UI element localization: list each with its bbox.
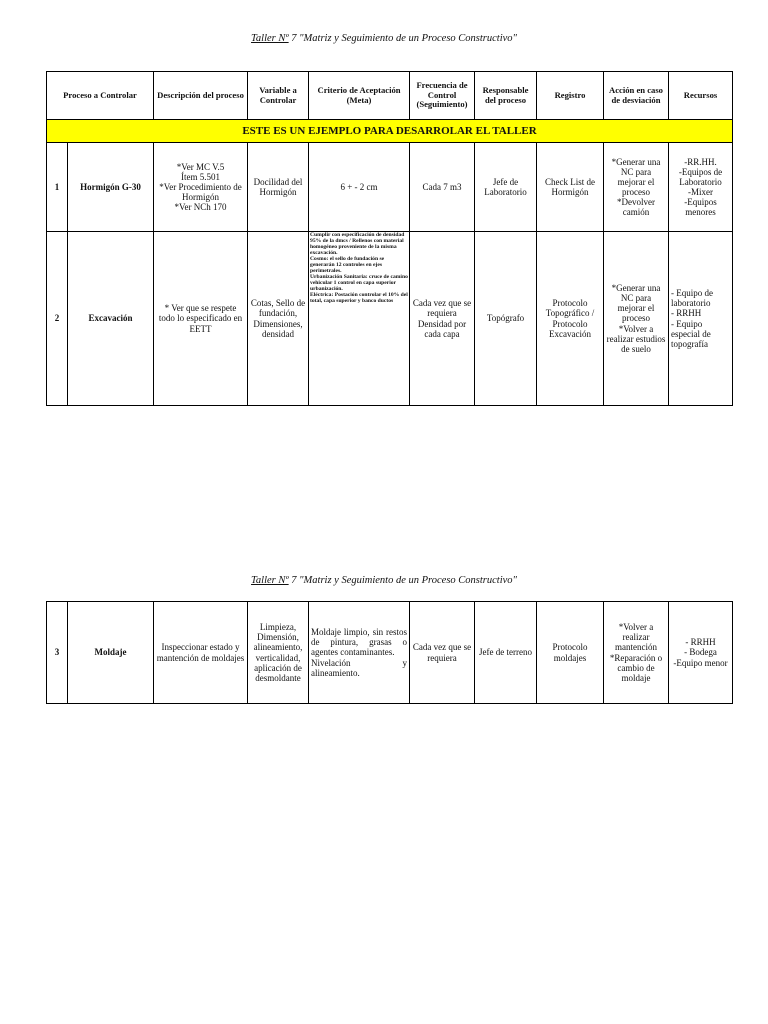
desc-line: *Ver MC V.5 bbox=[176, 161, 225, 172]
accion-line: *Volver a realizar mantención bbox=[615, 622, 657, 653]
row-accion bbox=[604, 143, 669, 232]
criterio-line: Nivelación y alineamiento. bbox=[311, 657, 407, 678]
row-registro: Protocolo Topográfico / Protocolo Excavación bbox=[537, 232, 604, 406]
criterio-line: Urbanización Sanitaria: cruce de camino vehicular 1 control en capa superior urbanización. bbox=[310, 273, 408, 292]
row-number: 1 bbox=[47, 143, 68, 232]
row-responsable: Jefe de Laboratorio bbox=[475, 143, 537, 232]
header-frecuencia: Frecuencia de Control (Seguimiento) bbox=[410, 72, 475, 120]
row-variable: Cotas, Sello de fundación, Dimensiones, densidad bbox=[248, 232, 309, 406]
row-number: 3 bbox=[47, 602, 68, 704]
desc-line: *Ver Procedimiento de Hormigón bbox=[159, 181, 242, 203]
accion-line: *Volver a realizar estudios de suelo bbox=[606, 323, 666, 354]
criterio-line: Cumplir con especificación de densidad 95% de la dmcs / Rellenos con material homogéneo proveniente de la misma excavación. bbox=[310, 232, 405, 256]
row-descripcion bbox=[154, 143, 248, 232]
row-responsable: Topógrafo bbox=[475, 232, 537, 406]
header-criterio: Criterio de Aceptación (Meta) bbox=[309, 72, 410, 120]
row-recursos bbox=[669, 143, 733, 232]
row-accion bbox=[604, 602, 669, 704]
header-proceso: Proceso a Controlar bbox=[47, 72, 154, 120]
row-frecuencia: Cada 7 m3 bbox=[410, 143, 475, 232]
recurso-line: - RRHH bbox=[685, 637, 716, 648]
table-row bbox=[47, 232, 733, 406]
row-frecuencia: Cada vez que se requiera bbox=[410, 602, 475, 704]
recurso-line: -Equipo menor bbox=[673, 657, 728, 668]
row-recursos bbox=[669, 232, 733, 406]
recurso-line: -Mixer bbox=[688, 187, 714, 197]
title-prefix: Taller Nº bbox=[251, 33, 289, 44]
header-row bbox=[47, 72, 733, 120]
title-rest: 7 "Matriz y Seguimiento de un Proceso Constructivo" bbox=[288, 575, 517, 586]
recurso-line: - Bodega bbox=[684, 647, 717, 658]
control-matrix-table bbox=[46, 71, 733, 406]
row-proceso: Excavación bbox=[68, 232, 154, 406]
recurso-line: - RRHH bbox=[671, 308, 702, 319]
page-title-2 bbox=[0, 575, 768, 586]
recurso-line: -RR.HH. bbox=[684, 156, 717, 167]
banner-row bbox=[47, 120, 733, 143]
header-recursos: Recursos bbox=[669, 72, 733, 120]
row-criterio bbox=[309, 232, 410, 406]
table-row bbox=[47, 143, 733, 232]
accion-line: *Reparación o cambio de moldaje bbox=[609, 652, 663, 683]
row-recursos bbox=[669, 602, 733, 704]
desc-line: *Ver NCh 170 bbox=[174, 202, 227, 213]
criterio-line: Moldaje limpio, sin restos de pintura, grasas o agentes contaminantes. bbox=[311, 627, 407, 658]
row-responsable: Jefe de terreno bbox=[475, 602, 537, 704]
criterio-line: Eléctrica: Postación controlar el 10% del total, capa superior y banco ductos bbox=[310, 291, 408, 304]
row-accion bbox=[604, 232, 669, 406]
row-descripcion: * Ver que se respete todo lo especificado en EETT bbox=[154, 232, 248, 406]
title-rest: 7 "Matriz y Seguimiento de un Proceso Constructivo" bbox=[288, 33, 517, 44]
header-accion: Acción en caso de desviación bbox=[604, 72, 669, 120]
recurso-line: - Equipo especial de topografía bbox=[671, 318, 711, 349]
row-registro: Protocolo moldajes bbox=[537, 602, 604, 704]
control-matrix-table-2 bbox=[46, 601, 733, 704]
row-variable: Docilidad del Hormigón bbox=[248, 143, 309, 232]
header-registro: Registro bbox=[537, 72, 604, 120]
accion-line: *Devolver camión bbox=[617, 197, 656, 218]
recurso-line: - Equipo de laboratorio bbox=[671, 288, 714, 309]
row-registro: Check List de Hormigón bbox=[537, 143, 604, 232]
row-proceso: Hormigón G-30 bbox=[68, 143, 154, 232]
row-criterio: 6 + - 2 cm bbox=[309, 143, 410, 232]
criterio-line: Cosmo: el sello de fundación se generarán 12 controles en ejes perimetrales. bbox=[310, 255, 385, 274]
header-descripcion: Descripción del proceso bbox=[154, 72, 248, 120]
recurso-line: -Equipos menores bbox=[684, 197, 717, 218]
row-number: 2 bbox=[47, 232, 68, 406]
header-responsable: Responsable del proceso bbox=[475, 72, 537, 120]
page-title bbox=[0, 33, 768, 44]
example-banner: ESTE ES UN EJEMPLO PARA DESARROLAR EL TALLER bbox=[47, 120, 733, 143]
row-criterio bbox=[309, 602, 410, 704]
accion-line: *Generar una NC para mejorar el proceso bbox=[611, 283, 661, 324]
table-row bbox=[47, 602, 733, 704]
desc-line: Ítem 5.501 bbox=[181, 171, 221, 182]
title-prefix: Taller Nº bbox=[251, 575, 289, 586]
row-frecuencia: Cada vez que se requiera Densidad por cada capa bbox=[410, 232, 475, 406]
accion-line: *Generar una NC para mejorar el proceso bbox=[611, 156, 661, 197]
row-variable: Limpieza, Dimensión, alineamiento, verticalidad, aplicación de desmoldante bbox=[248, 602, 309, 704]
row-descripcion: Inspeccionar estado y mantención de moldajes bbox=[154, 602, 248, 704]
recurso-line: -Equipos de Laboratorio bbox=[678, 166, 723, 187]
header-variable: Variable a Controlar bbox=[248, 72, 309, 120]
row-proceso: Moldaje bbox=[68, 602, 154, 704]
